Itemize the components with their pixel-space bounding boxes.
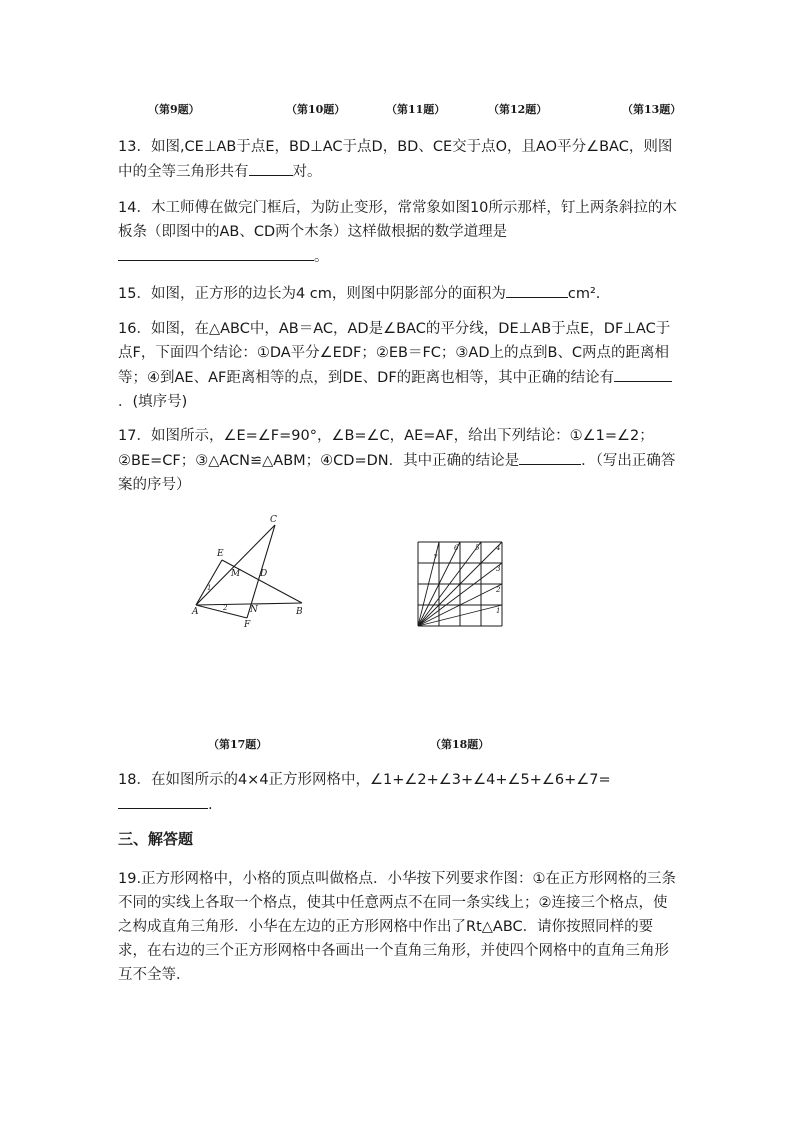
question-17 xyxy=(118,424,678,497)
question-15 xyxy=(118,281,678,306)
label-angle-3: 3 xyxy=(496,565,501,573)
label-d: D xyxy=(260,569,268,579)
question-15-tail: cm². xyxy=(567,286,601,302)
label-angle-7: 7 xyxy=(433,554,438,562)
question-16 xyxy=(118,317,678,414)
label-angle-4: 4 xyxy=(496,544,501,552)
question-13 xyxy=(118,135,678,184)
caption-fig11: （第11题） xyxy=(386,103,446,116)
figure-17 xyxy=(190,512,320,628)
caption-fig17: （第17题） xyxy=(208,738,268,751)
label-n: N xyxy=(250,605,258,615)
label-e: E xyxy=(217,549,224,559)
question-14 xyxy=(118,196,678,269)
caption-fig9: （第9题） xyxy=(148,103,200,116)
section-title: 三、解答题 xyxy=(118,830,194,848)
answer-blank-13 xyxy=(249,159,293,176)
answer-blank-15 xyxy=(506,281,568,298)
label-f: F xyxy=(244,620,251,628)
segment-af xyxy=(196,605,247,618)
question-14-text: 14．木工师傅在做完门框后，为防止变形，常常象如图10所示那样，钉上两条斜拉的木板条（即图中的AB、CD两个木条）这样做根据的数学道理是 xyxy=(118,200,677,240)
caption-fig18: （第18题） xyxy=(430,738,490,751)
question-18 xyxy=(118,768,678,817)
question-18-text: 18．在如图所示的4×4正方形网格中，∠1+∠2+∠3+∠4+∠5+∠6+∠7= xyxy=(118,772,611,788)
question-18-tail: . xyxy=(208,797,213,813)
question-15-text: 15．如图，正方形的边长为4 cm，则图中阴影部分的面积为 xyxy=(118,286,506,302)
label-angle-1: 1 xyxy=(207,584,212,592)
segment-ab xyxy=(196,603,302,605)
label-angle-6: 6 xyxy=(454,544,459,552)
caption-fig12: （第12题） xyxy=(488,103,548,116)
caption-fig13: （第13题） xyxy=(622,103,682,116)
label-angle-2: 2 xyxy=(496,586,501,594)
label-c: C xyxy=(270,515,277,525)
caption-fig10: （第10题） xyxy=(286,103,346,116)
question-13-text: 13．如图,CE⊥AB于点E，BD⊥AC于点D，BD、CE交于点O，且AO平分∠BAC，则图中的全等三角形共有 xyxy=(118,139,673,180)
label-m: M xyxy=(231,569,241,579)
question-13-tail: 对。 xyxy=(292,164,322,180)
question-16-text: 16．如图，在△ABC中，AB＝AC，AD是∠BAC的平分线，DE⊥AB于点E，DF⊥AC于点F，下面四个结论：①DA平分∠EDF；②EB＝FC；③AD上的点到B、C两点的距离相等；④到AE、AF距离相等的点，到DE、DF的距离也相等，其中正确的结论有 xyxy=(118,321,671,386)
label-angle-2: 2 xyxy=(223,604,228,612)
question-14-tail: 。 xyxy=(314,249,329,265)
answer-blank-16 xyxy=(614,365,672,382)
answer-blank-18 xyxy=(118,792,208,809)
figure-18 xyxy=(412,538,508,628)
question-19 xyxy=(118,867,678,987)
question-16-tail: ．(填序号) xyxy=(118,394,188,410)
question-19-text: 19.正方形网格中，小格的顶点叫做格点．小华按下列要求作图：①在正方形网格的三条不同的实线上各取一个格点，使其中任意两点不在同一条实线上；②连接三个格点，使之构成直角三角形．小华在左边的正方形网格中作出了Rt△ABC．请你按照同样的要求，在右边的三个正方形网格中各画出一个直角三角形，并使四个网格中的直角三角形互不全等． xyxy=(118,871,677,983)
label-angle-5: 5 xyxy=(475,544,480,552)
question-17-text: 17．如图所示，∠E=∠F=90°，∠B=∠C，AE=AF，给出下列结论：①∠1=∠2；②BE=CF；③△ACN≌△ABM；④CD=DN．其中正确的结论是 xyxy=(118,428,654,469)
label-b: B xyxy=(296,607,303,617)
answer-blank-14 xyxy=(118,244,314,261)
label-angle-1: 1 xyxy=(496,607,501,615)
question-17-tail: ．（写出正确答案的序号） xyxy=(118,453,676,493)
label-a: A xyxy=(192,607,199,617)
answer-blank-17 xyxy=(519,448,581,465)
